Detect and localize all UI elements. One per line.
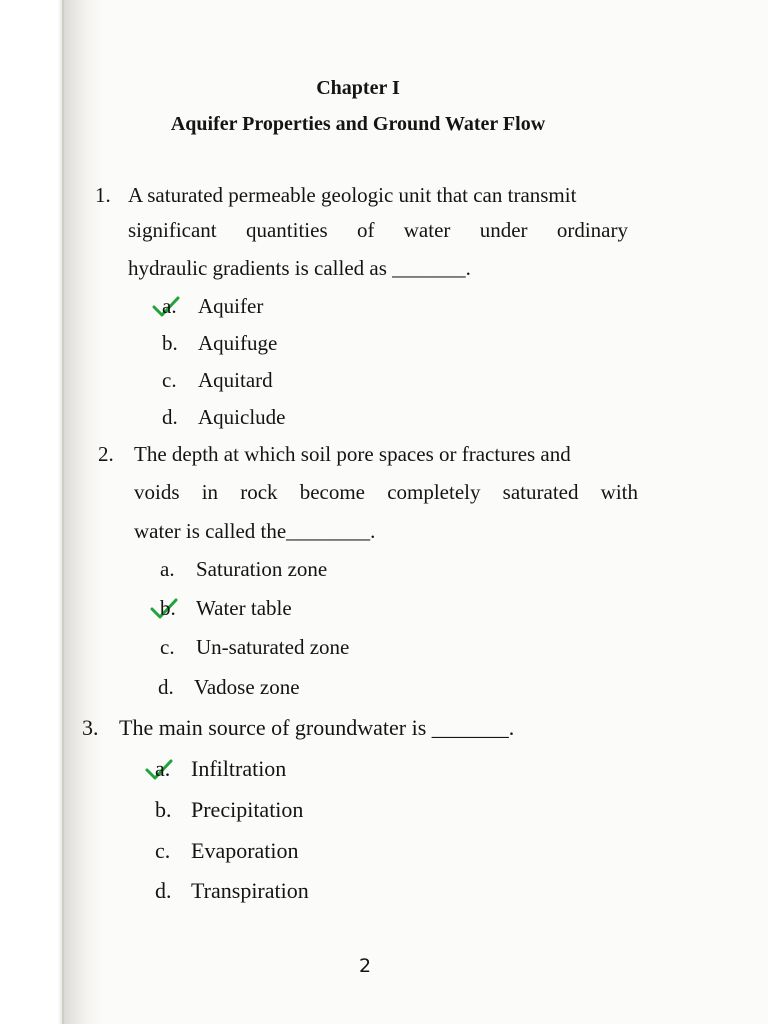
option-letter: a. (162, 294, 177, 318)
chapter-heading: Chapter I (316, 77, 400, 99)
option-text: Precipitation (191, 797, 304, 822)
option-text: Aquitard (198, 368, 273, 392)
question-text-line: water is called the________. (134, 519, 376, 543)
question-text-line: hydraulic gradients is called as _______. (128, 256, 471, 280)
question-text-line: A saturated permeable geologic unit that can transmit (128, 183, 577, 207)
option-text: Water table (196, 596, 292, 620)
option-letter: b. (155, 797, 172, 822)
option-letter: d. (155, 878, 172, 903)
option-text: Infiltration (191, 756, 287, 781)
option-text: Aquiclude (198, 405, 286, 429)
question-text-line: The depth at which soil pore spaces or fractures and (134, 442, 571, 466)
option-letter: b. (160, 596, 176, 620)
option-text: Saturation zone (196, 557, 328, 581)
option-text: Vadose zone (194, 675, 300, 699)
option-text: Un-saturated zone (196, 635, 350, 659)
question-number: 1. (95, 183, 111, 207)
chapter-title: Aquifer Properties and Ground Water Flow (170, 113, 546, 135)
option-letter: b. (162, 331, 178, 355)
question-text-line: voids in rock become completely saturated with (134, 480, 638, 504)
option-letter: a. (155, 756, 171, 781)
question-text-line: significant quantities of water under ordinary (128, 218, 628, 242)
option-letter: a. (160, 557, 175, 581)
option-text: Transpiration (191, 878, 309, 903)
option-letter: c. (155, 838, 171, 863)
option-text: Aquifuge (198, 331, 278, 355)
option-letter: c. (160, 635, 175, 659)
question-number: 3. (82, 715, 99, 740)
option-text: Aquifer (198, 294, 264, 318)
option-letter: c. (162, 368, 177, 392)
page-number: 2 (358, 955, 372, 977)
option-letter: d. (158, 675, 174, 699)
question-text-line: The main source of groundwater is _______. (119, 715, 515, 740)
option-letter: d. (162, 405, 178, 429)
question-number: 2. (98, 442, 114, 466)
option-text: Evaporation (191, 838, 299, 863)
